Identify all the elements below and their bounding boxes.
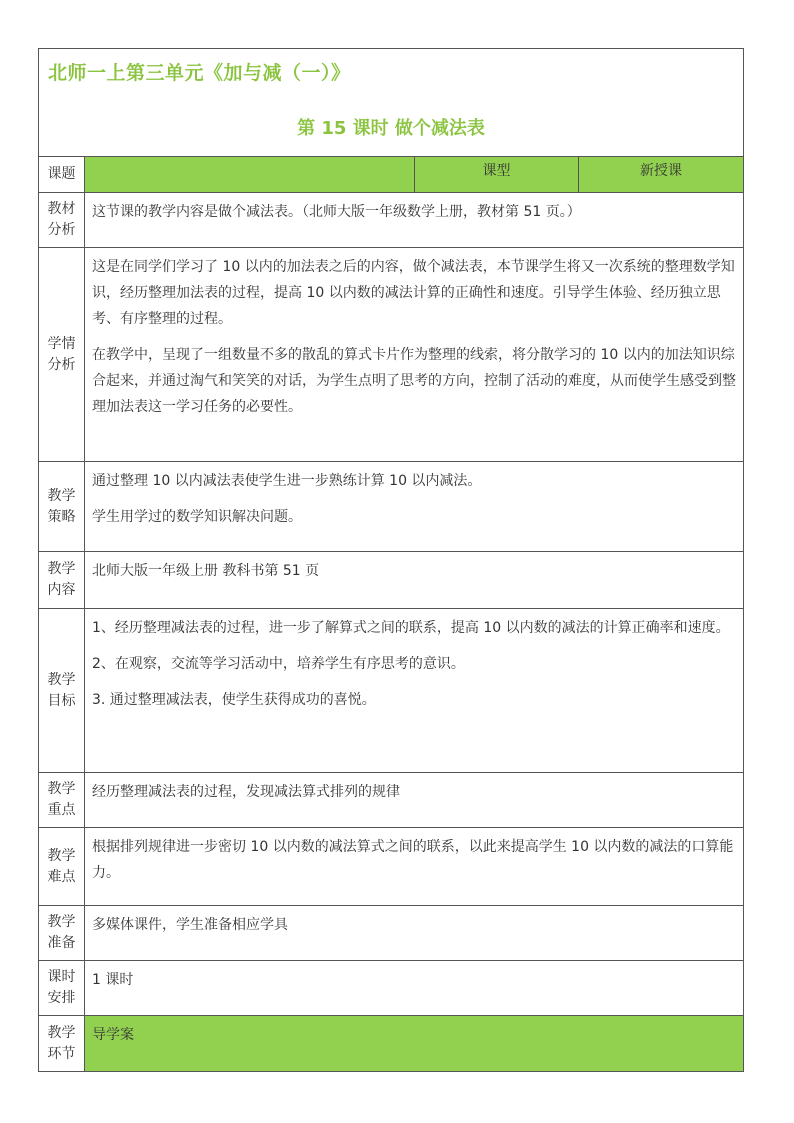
goals-text xyxy=(85,609,744,773)
key-points-label: 教学 重点 xyxy=(39,773,85,828)
schedule-text: 1 课时 xyxy=(85,961,744,1016)
material-row xyxy=(39,193,744,248)
lesson-title: 第 15 课时 做个减法表 xyxy=(297,118,485,139)
learner-label: 学情 分析 xyxy=(39,248,85,462)
learner-paragraph-2: 在教学中，呈现了一组数量不多的散乱的算式卡片作为整理的线索，将分散学习的 10 以内的加法知识综合起来，并通过淘气和笑笑的对话，为学生点明了思考的方向，控制了活动的难度，从而使学生感受到整理加法表这一学习任务的必要性。 xyxy=(92,347,736,415)
goal-1: 1、经历整理减法表的过程，进一步了解算式之间的联系，提高 10 以内数的减法的计算正确率和速度。 xyxy=(92,620,730,636)
content-text: 北师大版一年级上册 教科书第 51 页 xyxy=(85,552,744,609)
strategy-text xyxy=(85,462,744,552)
learner-paragraph-1: 这是在同学们学习了 10 以内的加法表之后的内容，做个减法表，本节课学生将又一次系统的整理数学知识，经历整理加法表的过程，提高 10 以内数的减法计算的正确性和速度。引导学生体验、经历独立思考、有序整理的过程。 xyxy=(92,259,735,327)
preparation-text: 多媒体课件，学生准备相应学具 xyxy=(85,906,744,961)
learner-text xyxy=(85,248,744,462)
preparation-label: 教学 准备 xyxy=(39,906,85,961)
learner-row xyxy=(39,248,744,462)
schedule-label: 课时 安排 xyxy=(39,961,85,1016)
preparation-row xyxy=(39,906,744,961)
lesson-type-value: 新授课 xyxy=(579,157,744,193)
goals-row xyxy=(39,609,744,773)
goal-2: 2、在观察，交流等学习活动中，培养学生有序思考的意识。 xyxy=(92,656,465,672)
difficulties-row xyxy=(39,828,744,906)
lesson-type-label: 课型 xyxy=(415,157,579,193)
strategy-label: 教学 策略 xyxy=(39,462,85,552)
lesson-plan-table xyxy=(38,48,744,1072)
process-label: 教学 环节 xyxy=(39,1016,85,1072)
process-row xyxy=(39,1016,744,1072)
material-label: 教材 分析 xyxy=(39,193,85,248)
schedule-row xyxy=(39,961,744,1016)
subject-label: 课题 xyxy=(39,157,85,193)
material-text: 这节课的教学内容是做个减法表。（北师大版一年级数学上册，教材第 51 页。） xyxy=(85,193,744,248)
strategy-paragraph-2: 学生用学过的数学知识解决问题。 xyxy=(92,509,302,525)
goals-label: 教学 目标 xyxy=(39,609,85,773)
key-points-text: 经历整理减法表的过程，发现减法算式排列的规律 xyxy=(85,773,744,828)
content-row xyxy=(39,552,744,609)
subject-value xyxy=(85,157,415,193)
lesson-plan-sheet xyxy=(38,48,743,1072)
header-row xyxy=(39,49,744,157)
difficulties-label: 教学 难点 xyxy=(39,828,85,906)
process-text: 导学案 xyxy=(85,1016,744,1072)
header-cell xyxy=(39,49,744,157)
strategy-paragraph-1: 通过整理 10 以内减法表使学生进一步熟练计算 10 以内减法。 xyxy=(92,473,482,489)
unit-title: 北师一上第三单元《加与减（一）》 xyxy=(48,62,351,84)
difficulties-text: 根据排列规律进一步密切 10 以内数的减法算式之间的联系，以此来提高学生 10 以内数的减法的口算能力。 xyxy=(85,828,744,906)
content-label: 教学 内容 xyxy=(39,552,85,609)
key-points-row xyxy=(39,773,744,828)
subject-row xyxy=(39,157,744,193)
strategy-row xyxy=(39,462,744,552)
goal-3: 3. 通过整理减法表，使学生获得成功的喜悦。 xyxy=(92,692,376,708)
